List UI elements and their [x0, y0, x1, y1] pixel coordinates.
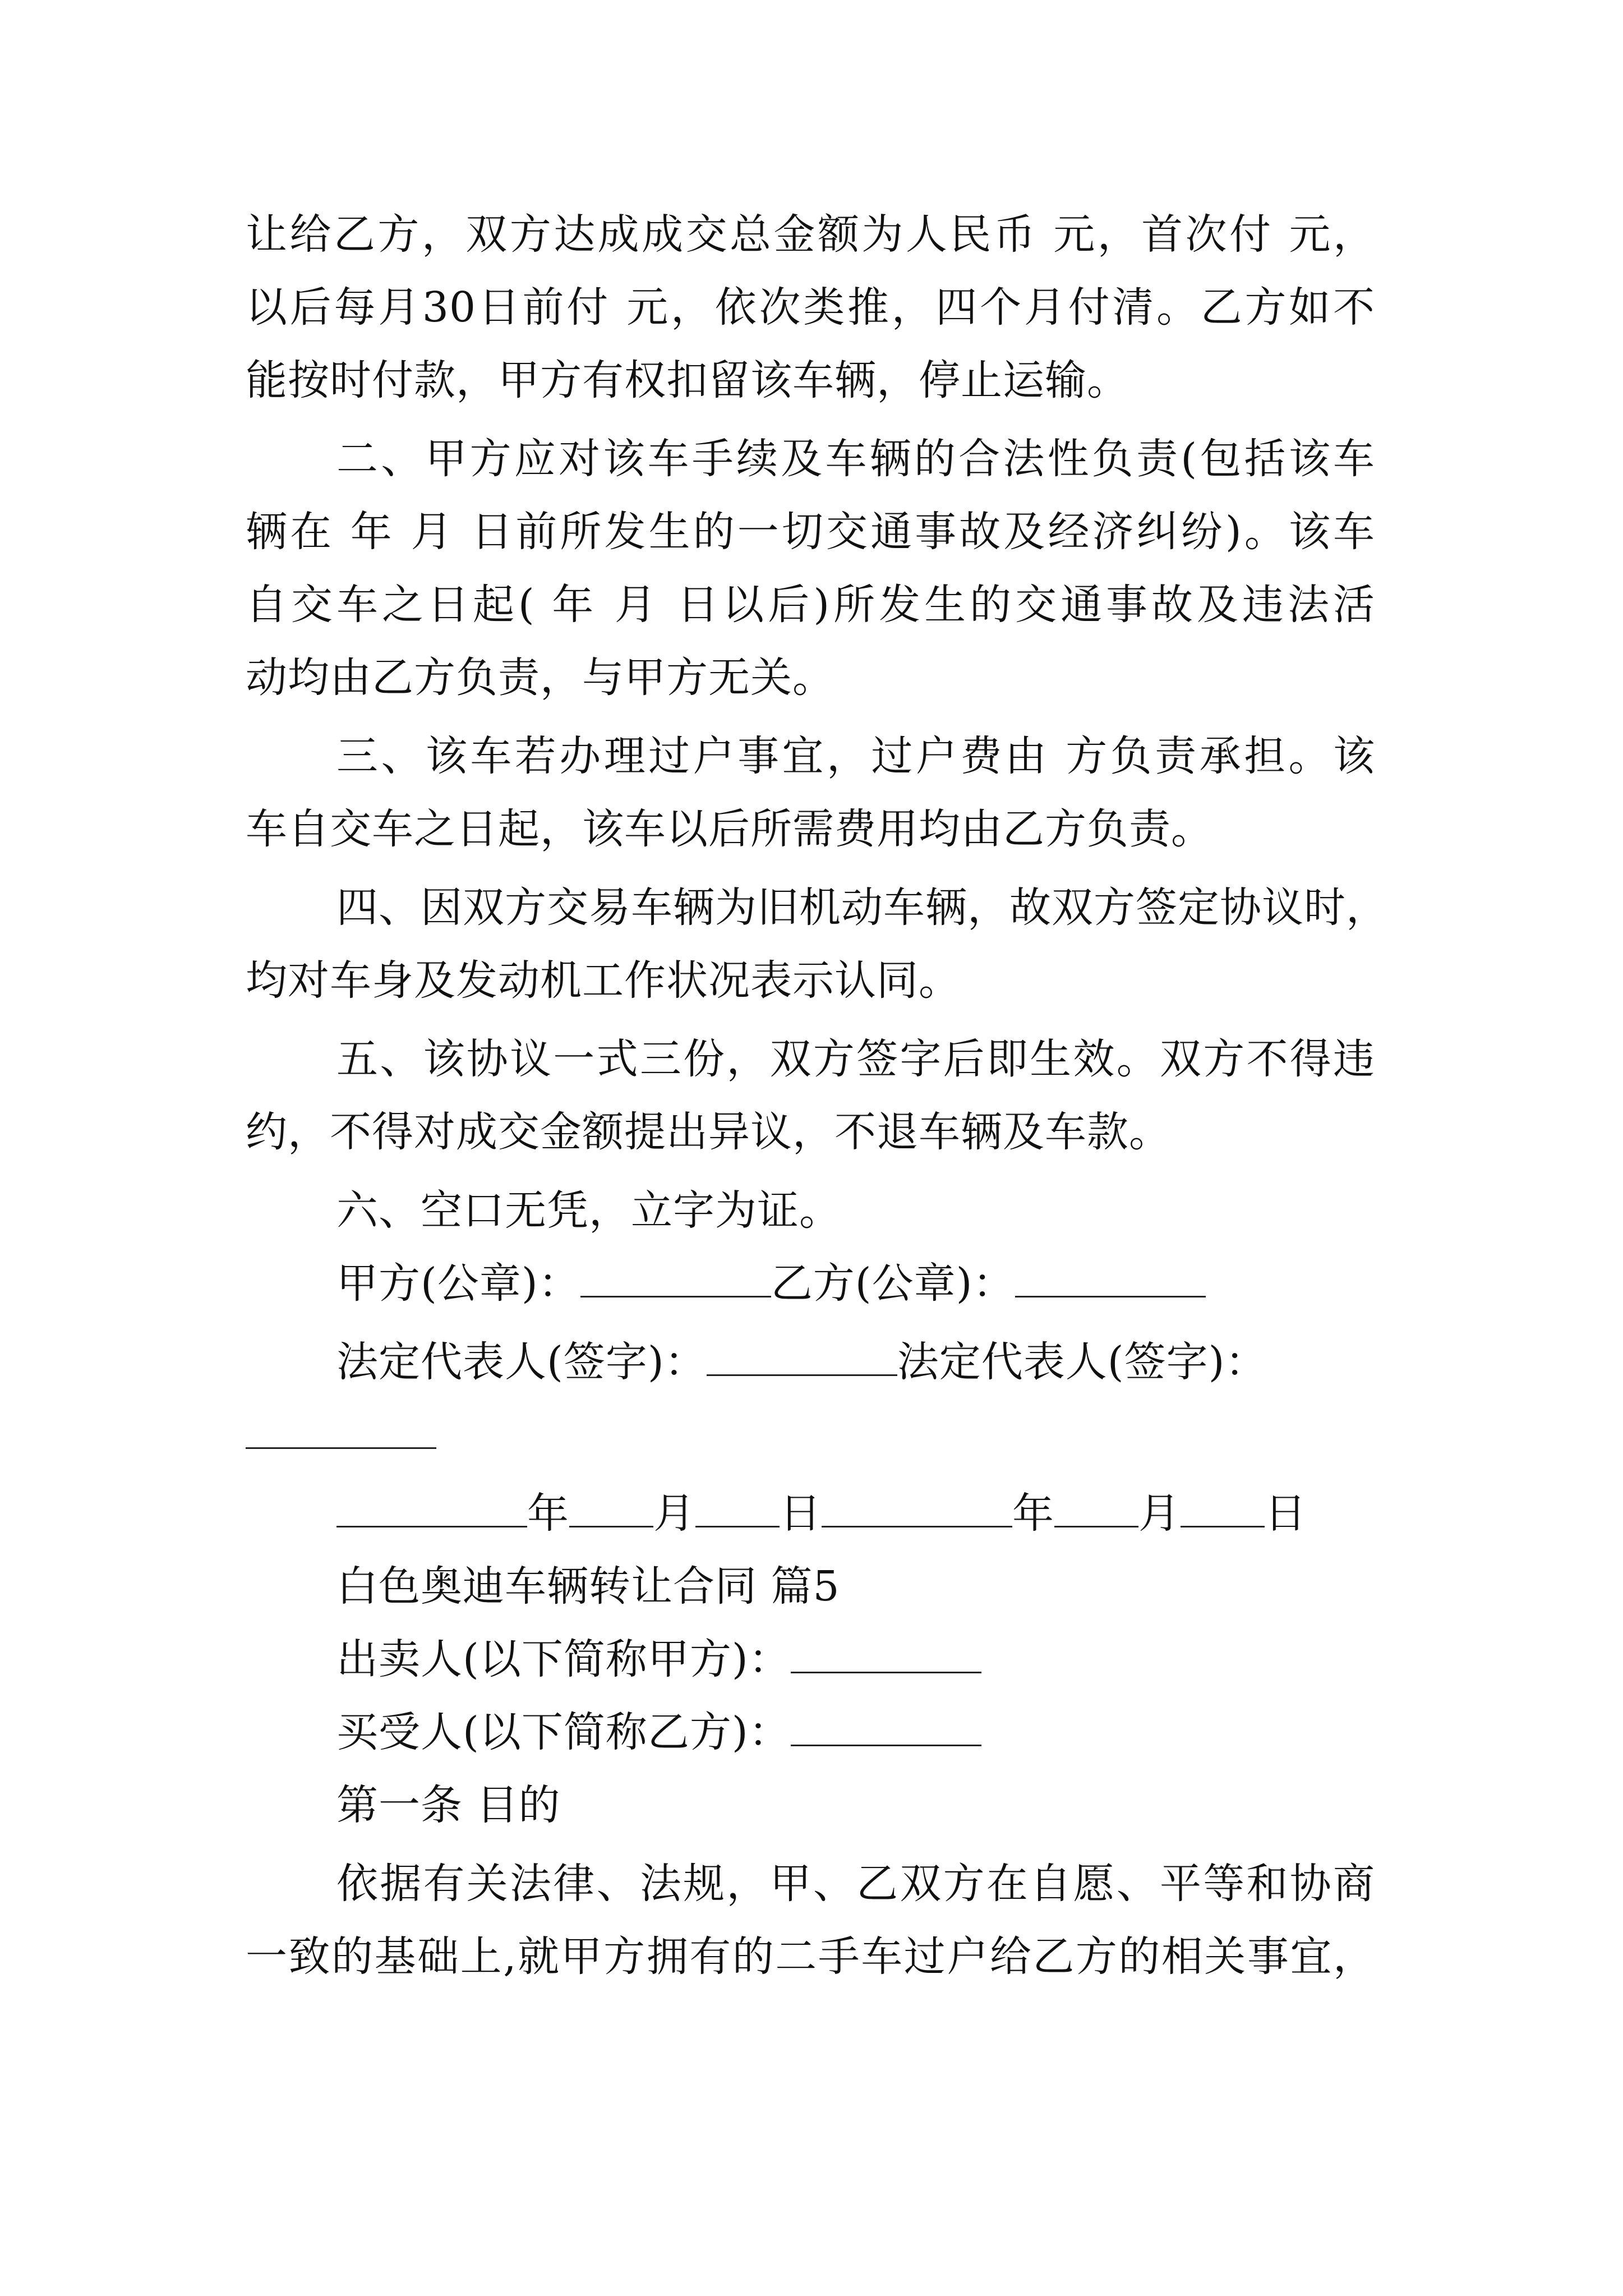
- party-b-seal-blank: [1015, 1261, 1206, 1297]
- rep-b-blank-line: [246, 1407, 1375, 1463]
- year-label-b: 年: [1012, 1489, 1054, 1538]
- buyer-blank: [791, 1710, 981, 1746]
- rep-a-label: 法定代表人(签字)：: [336, 1338, 707, 1386]
- seller-line: [336, 1631, 981, 1687]
- seal-line: [336, 1255, 1206, 1312]
- buyer-label: 买受人(以下简称乙方)：: [336, 1708, 791, 1756]
- rep-b-blank: [246, 1412, 436, 1449]
- party-b-seal-label: 乙方(公章)：: [771, 1259, 1015, 1308]
- year-label: 年: [527, 1489, 569, 1538]
- date-line: [336, 1485, 1307, 1542]
- seller-blank: [791, 1637, 981, 1673]
- buyer-line: [336, 1704, 981, 1760]
- seller-label: 出卖人(以下简称甲方)：: [336, 1635, 791, 1683]
- party-a-seal-label: 甲方(公章)：: [336, 1259, 580, 1308]
- rep-b-label: 法定代表人(签字)：: [897, 1338, 1267, 1386]
- paragraph-line: 均对车身及发动机工作状况表示认同。: [246, 956, 961, 1005]
- paragraph-line: 辆在 年 月 日前所发生的一切交通事故及经济纠纷)。该车: [246, 508, 1375, 556]
- year-a-blank: [336, 1491, 527, 1527]
- paragraph-line: 以后每月30日前付 元，依次类推，四个月付清。乙方如不: [246, 283, 1375, 332]
- month-a-blank: [569, 1491, 653, 1527]
- paragraph-line: 四、因双方交易车辆为旧机动车辆，故双方签定协议时，: [336, 884, 1388, 932]
- day-label: 日: [780, 1489, 822, 1538]
- paragraph-line: 依据有关法律、法规，甲、乙双方在自愿、平等和协商: [336, 1860, 1375, 1908]
- paragraph-line: 三、该车若办理过户事宜，过户费由 方负责承担。该: [336, 732, 1375, 780]
- year-b-blank: [822, 1491, 1012, 1527]
- paragraph-line: 能按时付款，甲方有权扣留该车辆，停止运输。: [246, 356, 1129, 404]
- paragraph-line: 约，不得对成交金额提出异议，不退车辆及车款。: [246, 1108, 1171, 1156]
- paragraph-line: 六、空口无凭，立字为证。: [336, 1186, 841, 1235]
- day-label-b: 日: [1265, 1489, 1307, 1538]
- paragraph-line: 动均由乙方负责，与甲方无关。: [246, 654, 834, 702]
- rep-a-blank: [707, 1340, 897, 1376]
- day-a-blank: [695, 1491, 780, 1527]
- paragraph-line: 自交车之日起( 年 月 日以后)所发生的交通事故及违法活: [246, 581, 1375, 629]
- month-label-b: 月: [1138, 1489, 1181, 1538]
- article-heading: 第一条 目的: [336, 1781, 561, 1829]
- representative-line: [336, 1334, 1267, 1390]
- paragraph-line: 五、该协议一式三份，双方签字后即生效。双方不得违: [336, 1035, 1375, 1083]
- month-label: 月: [653, 1489, 695, 1538]
- section-title: 白色奥迪车辆转让合同 篇5: [336, 1562, 840, 1611]
- paragraph-line: 一致的基础上,就甲方拥有的二手车过户给乙方的相关事宜，: [246, 1932, 1375, 1981]
- party-a-seal-blank: [580, 1261, 771, 1297]
- paragraph-line: 车自交车之日起，该车以后所需费用均由乙方负责。: [246, 805, 1213, 853]
- month-b-blank: [1054, 1491, 1138, 1527]
- day-b-blank: [1181, 1491, 1265, 1527]
- paragraph-line: 二、甲方应对该车手续及车辆的合法性负责(包括该车: [336, 435, 1375, 483]
- paragraph-line: 让给乙方，双方达成成交总金额为人民币 元，首次付 元，: [246, 210, 1375, 259]
